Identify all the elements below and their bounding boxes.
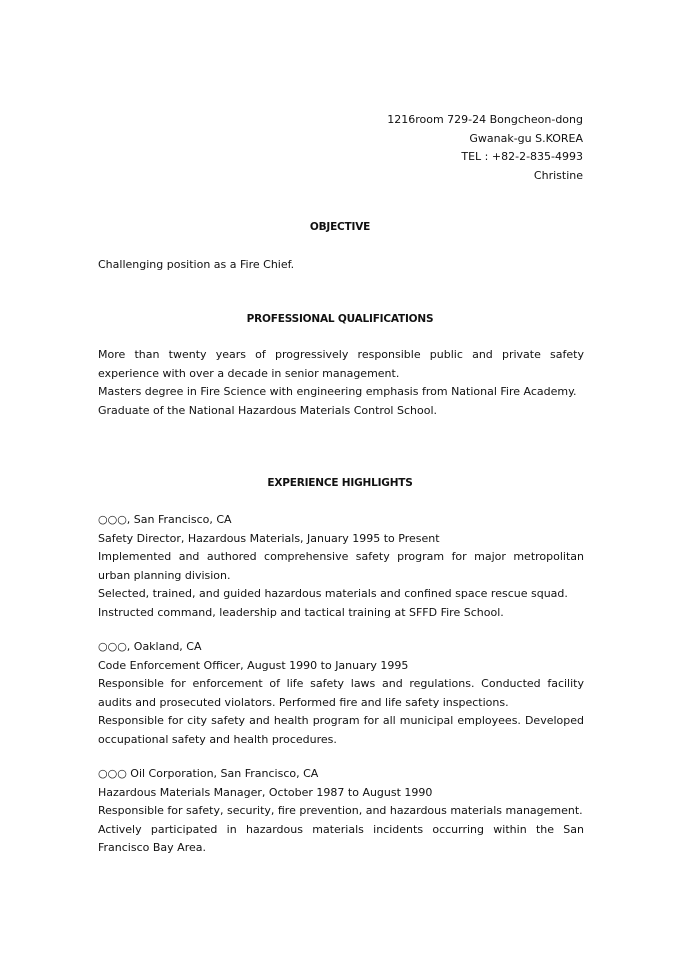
experience-entry-3 [98,765,584,858]
objective-text: Challenging position as a Fire Chief. [98,258,295,271]
job-duty: Actively participated in hazardous materials incidents occurring within the San Francisco Bay Area. [98,822,584,854]
employer: ○○○ Oil Corporation, San Francisco, CA [98,767,319,780]
contact-block [387,111,583,185]
qualification-item: Masters degree in Fire Science with engineering emphasis from National Fire Academy. [98,385,577,398]
experience-heading: EXPERIENCE HIGHLIGHTS [267,477,413,489]
experience-entry-1 [98,511,584,622]
job-title: Safety Director, Hazardous Materials, January 1995 to Present [98,531,440,545]
job-duty: Implemented and authored comprehensive safety program for major metropolitan urban planning division. [98,550,584,582]
qualifications-heading: PROFESSIONAL QUALIFICATIONS [246,313,434,325]
job-duty: Responsible for city safety and health program for all municipal employees. Developed occupational safety and health procedures. [98,714,584,746]
address-line-2: Gwanak-gu S.KOREA [469,131,583,145]
employer: ○○○, San Francisco, CA [98,513,232,526]
phone-number: TEL : +82-2-835-4993 [461,150,583,163]
objective-heading: OBJECTIVE [309,221,371,233]
job-title: Hazardous Materials Manager, October 1987 to August 1990 [98,785,433,799]
job-duty: Responsible for enforcement of life safety laws and regulations. Conducted facility audits and prosecuted violators. Performed fire and life safety inspections. [98,677,584,709]
qualification-item: Graduate of the National Hazardous Materials Control School. [98,403,437,417]
applicant-name: Christine [533,168,583,182]
qualification-item: More than twenty years of progressively responsible public and private safety experience with over a decade in senior management. [98,348,584,380]
qualifications-list [98,346,584,420]
address-line-1: 1216room 729-24 Bongcheon-dong [387,113,583,126]
job-title: Code Enforcement Officer, August 1990 to January 1995 [98,658,409,672]
job-duty: Instructed command, leadership and tactical training at SFFD Fire School. [98,605,504,619]
employer: ○○○, Oakland, CA [98,640,202,653]
experience-entry-2 [98,638,584,749]
job-duty: Responsible for safety, security, fire prevention, and hazardous materials management. [98,804,583,817]
job-duty: Selected, trained, and guided hazardous materials and confined space rescue squad. [98,587,568,600]
